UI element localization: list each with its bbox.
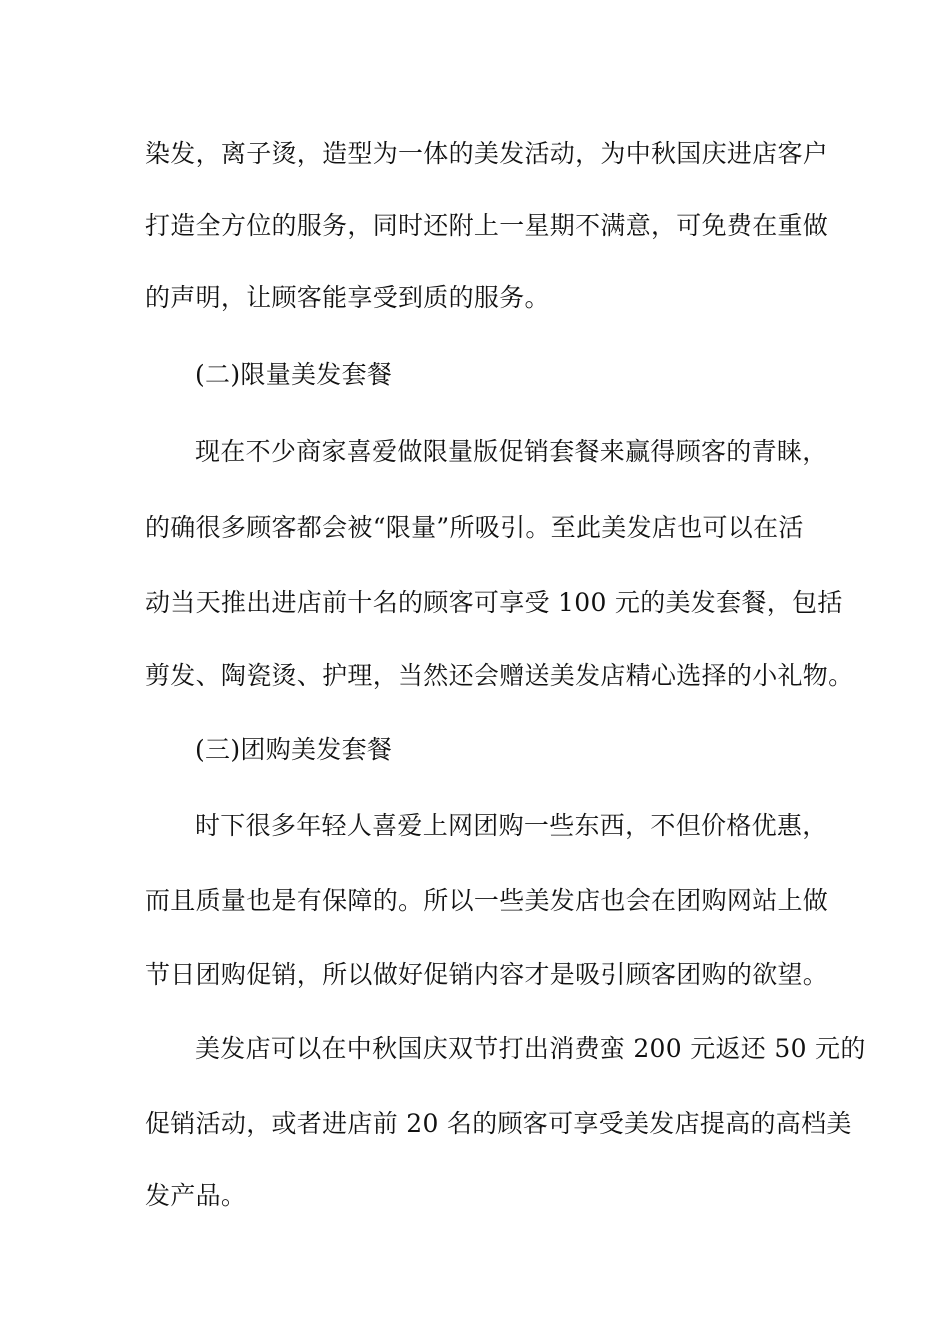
text-line-3: 的声明，让顾客能享受到质的服务。 [145, 283, 550, 312]
text-line-15: 发产品。 [145, 1181, 247, 1210]
section-heading-2: (二)限量美发套餐 [195, 360, 393, 389]
text-line-13: 美发店可以在中秋国庆双节打出消费蛮 200 元返还 50 元的 [195, 1034, 866, 1063]
text-line-8: 剪发、陶瓷烫、护理，当然还会赠送美发店精心选择的小礼物。 [145, 661, 854, 690]
text-line-1: 染发，离子烫，造型为一体的美发活动，为中秋国庆进店客户 [145, 139, 829, 168]
text-line-7: 动当天推出进店前十名的顾客可享受 100 元的美发套餐，包括 [145, 588, 843, 617]
text-line-6: 的确很多顾客都会被“限量”所吸引。至此美发店也可以在活 [145, 513, 804, 542]
text-line-2: 打造全方位的服务，同时还附上一星期不满意，可免费在重做 [145, 211, 829, 240]
text-line-5: 现在不少商家喜爱做限量版促销套餐来赢得顾客的青睐， [195, 437, 828, 466]
text-line-10: 时下很多年轻人喜爱上网团购一些东西，不但价格优惠， [195, 811, 828, 840]
text-line-11: 而且质量也是有保障的。所以一些美发店也会在团购网站上做 [145, 886, 829, 915]
section-heading-3: (三)团购美发套餐 [195, 735, 393, 764]
text-line-12: 节日团购促销，所以做好促销内容才是吸引顾客团购的欲望。 [145, 960, 829, 989]
text-line-14: 促销活动，或者进店前 20 名的顾客可享受美发店提高的高档美 [145, 1109, 852, 1138]
